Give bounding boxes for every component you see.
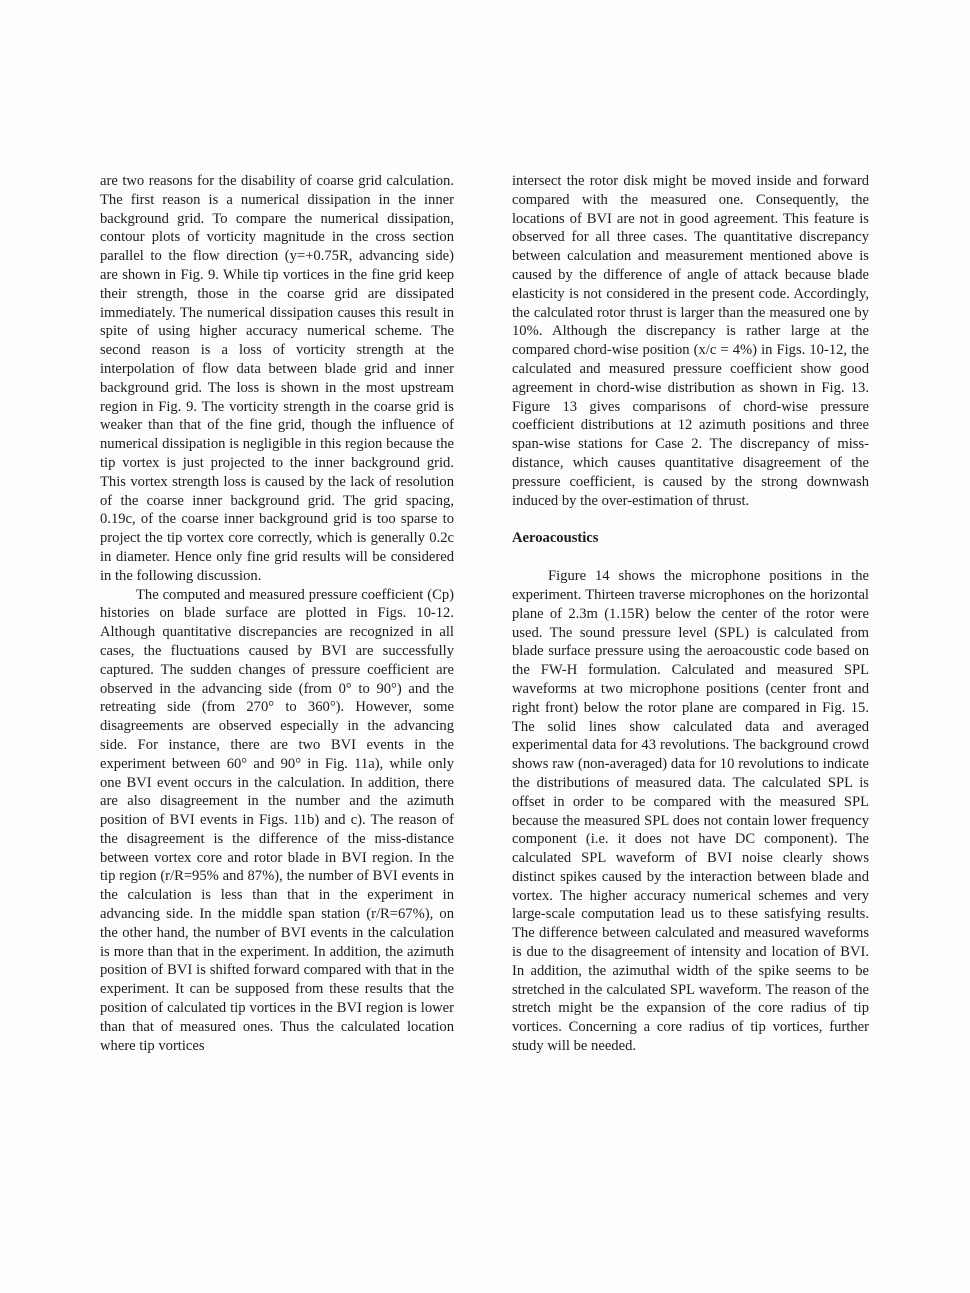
left-column: [100, 172, 454, 1055]
right-column: [512, 172, 869, 1056]
body-paragraph: intersect the rotor disk might be moved inside and forward compared with the measured one. Consequently, the locations of BVI are not in good agreement. This feature is observed for all three cases. The quantitative discrepancy between calculation and measurement mentioned above is caused by the difference of angle of attack because blade elasticity is not considered in the present code. Accordingly, the calculated rotor thrust is larger than the measured one by 10%. Although the discrepancy is rather large at the compared chord-wise position (x/c = 4%) in Figs. 10-12, the calculated and measured pressure coefficient show good agreement in chord-wise distribution as shown in Fig. 13. Figure 13 gives comparisons of chord-wise pressure coefficient distributions at 12 azimuth positions and three span-wise stations for Case 2. The discrepancy of miss-distance, which causes quantitative disagreement of the pressure coefficient, is caused by the strong downwash induced by the over-estimation of thrust.: [512, 173, 869, 509]
section-heading: Aeroacoustics: [512, 530, 599, 547]
body-paragraph: are two reasons for the disability of coarse grid calculation. The first reason is a numerical dissipation in the inner background grid. To compare the numerical dissipation, contour plots of vorticity magnitude in the cross section parallel to the flow direction (y=+0.75R, advancing side) are shown in Fig. 9. While tip vortices in the fine grid keep their strength, those in the coarse grid are dissipated immediately. The numerical dissipation causes this result in spite of using higher accuracy numerical scheme. The second reason is a loss of vorticity strength at the interpolation of flow data between blade grid and inner background grid. The loss is shown in the most upstream region in Fig. 9. The vorticity strength in the coarse grid is weaker than that of the fine grid, though the influence of numerical dissipation is negligible in this region because the tip vortex is just projected to the inner background grid. This vortex strength loss is caused by the lack of resolution of the coarse inner background grid. The grid spacing, 0.19c, of the coarse inner background grid is too sparse to project the tip vortex core correctly, which is generally 0.2c in diameter. Hence only fine grid results will be considered in the following discussion.: [100, 173, 454, 584]
body-paragraph: Figure 14 shows the microphone positions in the experiment. Thirteen traverse microphones on the horizontal plane of 2.3m (1.15R) below the center of the rotor were used. The sound pressure level (SPL) is calculated from blade surface pressure using the aeroacoustic code based on the FW-H formulation. Calculated and measured SPL waveforms at two microphone positions (center front and right front) below the rotor plane are compared in Fig. 15. The solid lines show calculated data and averaged experimental data for 43 revolutions. The background crowd shows raw (non-averaged) data for 10 revolutions to indicate the distributions of measured data. The calculated SPL is offset in order to be compared with the measured SPL because the measured SPL does not contain lower frequency component (i.e. it does not have DC component). The calculated SPL waveform of BVI noise clearly shows distinct spikes caused by the interaction between blade and vortex. The higher accuracy numerical schemes and very large-scale computation lead us to these satisfying results. The difference between calculated and measured waveforms is due to the disagreement of intensity and location of BVI. In addition, the azimuthal width of the spike seems to be stretched in the calculated SPL waveform. The reason of the stretch might be the expansion of the core radius of tip vortices. Concerning a core radius of tip vortices, further study will be needed.: [512, 568, 869, 1055]
body-paragraph: The computed and measured pressure coefficient (Cp) histories on blade surface are plotted in Figs. 10-12. Although quantitative discrepancies are recognized in all cases, the fluctuations caused by BVI are successfully captured. The sudden changes of pressure coefficient are observed in the advancing side (from 0° to 90°) and the retreating side (from 270° to 360°). However, some disagreements are observed especially in the advancing side. For instance, there are two BVI events in the experiment between 60° and 90° in Fig. 11a), while only one BVI event occurs in the calculation. In addition, there are also disagreement in the number and the azimuth position of BVI events in Figs. 11b) and c). The reason of the disagreement is the difference of the miss-distance between vortex core and rotor blade in BVI region. In the tip region (r/R=95% and 87%), the number of BVI events in the calculation is less than that in the experiment in advancing side. In the middle span station (r/R=67%), on the other hand, the number of BVI events in the calculation is more than that in the experiment. In addition, the azimuth position of BVI is shifted forward compared with that in the experiment. It can be supposed from these results that the position of calculated tip vortices in the BVI region is lower than that of measured ones. Thus the calculated location where tip vortices: [100, 586, 454, 1054]
